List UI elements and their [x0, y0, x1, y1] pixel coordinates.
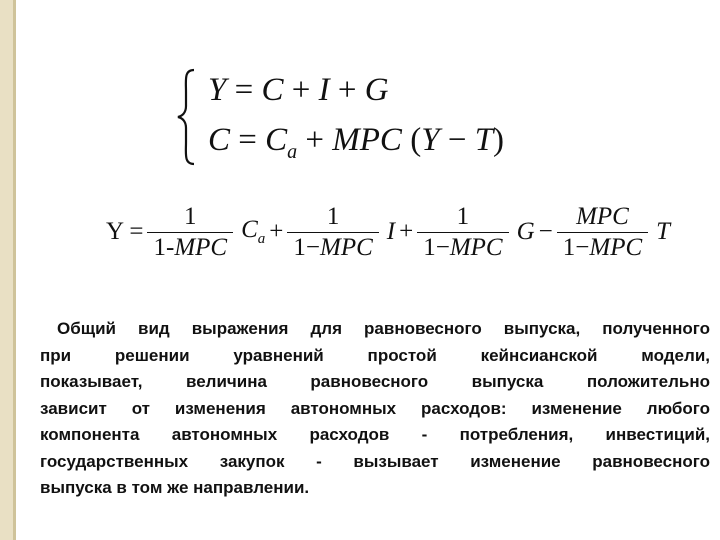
fraction-2: $\frac{1}{\text{1−MPC}}$ [287, 202, 378, 263]
explanation-paragraph [40, 316, 710, 502]
paragraph-line: показывает, величина равновесного выпуска положительно [40, 372, 710, 391]
fraction-1: $\frac{1}{\text{1-MPC}}$ [147, 202, 233, 263]
formula-lhs: Y = [106, 218, 144, 245]
var-t: T [656, 218, 671, 245]
plus-sign: + [399, 218, 414, 245]
equation-income: Y = C + I + G [208, 72, 389, 108]
var-i: I [386, 218, 396, 245]
slide [16, 0, 720, 540]
paragraph-line: при решении уравнений простой кейнсианской модели, [40, 345, 710, 365]
equilibrium-output-formula [106, 198, 706, 266]
minus-sign: − [538, 218, 553, 245]
var-g: G [516, 218, 535, 245]
paragraph-line: зависит от изменения автономных расходов: изменение любого [40, 398, 710, 418]
plus-sign: + [269, 218, 284, 245]
paragraph-line: государственных закупок - вызывает изменение равновесного [40, 451, 710, 471]
curly-brace-icon [176, 68, 198, 166]
paragraph-line: выпуска в том же направлении. [40, 478, 310, 497]
left-decorative-band [0, 0, 13, 540]
paragraph-line: компонента автономных расходов - потребления, инвестиций, [40, 425, 710, 444]
equation-consumption: $C = C_a$ + MPC (Y − T) [208, 122, 505, 163]
fraction-4: $\frac{\text{MPC}}{\text{1−MPC}}$ [557, 202, 648, 263]
paragraph-line: Общий вид выражения для равновесного выпуска, полученного [57, 319, 710, 338]
var-c: $C_a$ [241, 216, 266, 247]
fraction-3: $\frac{1}{\text{1−MPC}}$ [417, 202, 508, 263]
